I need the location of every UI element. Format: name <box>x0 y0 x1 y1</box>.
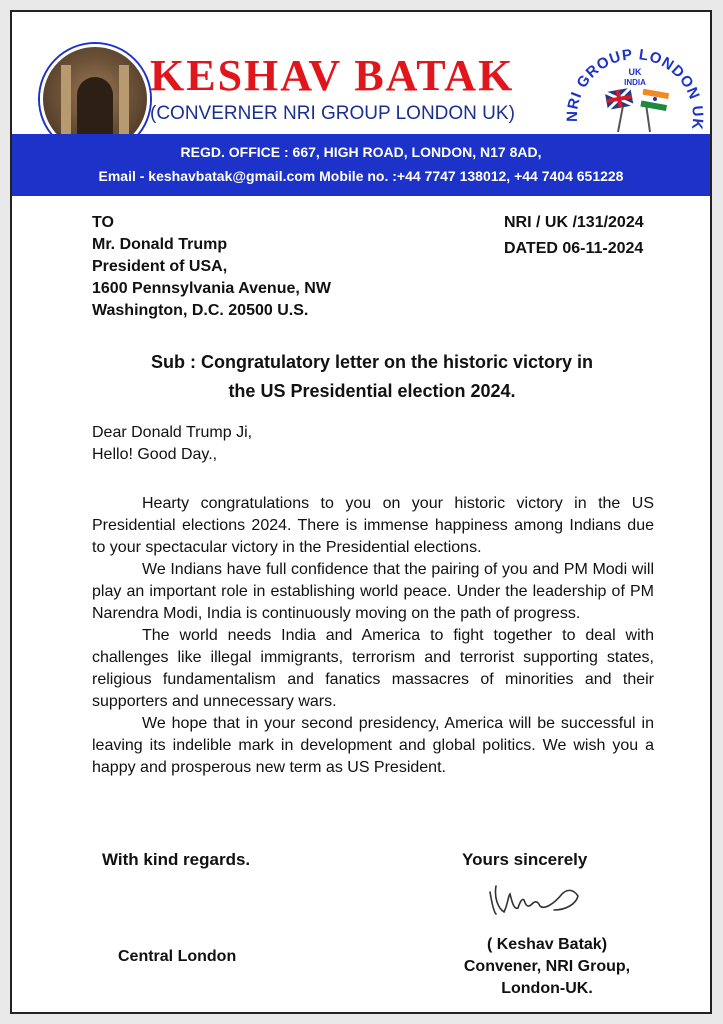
hello-line: Hello! Good Day., <box>92 446 218 463</box>
pillar-left <box>61 65 71 145</box>
logo-ring-text: NRI GROUP LONDON UK <box>563 46 707 132</box>
reference-number: NRI / UK /131/2024 <box>504 214 644 231</box>
letter-body <box>92 493 654 779</box>
signer-role: Convener, NRI Group, <box>463 958 631 975</box>
svg-text:NRI GROUP LONDON UK <box>564 46 706 131</box>
to-label: TO <box>92 214 114 231</box>
doorway-arch <box>77 77 113 135</box>
pillar-right <box>119 65 129 145</box>
signer-place: London-UK. <box>501 980 593 997</box>
logo-uk-label: UK <box>628 67 642 77</box>
greeting-block <box>92 422 652 466</box>
signer-block <box>432 934 662 1000</box>
body-paragraph-2: We Indians have full confidence that the pairing of you and PM Modi will play an important role in establishing world peace. Under the leadership of PM Narendra Modi, India is continuously moving on the path of progress. <box>92 561 654 622</box>
logo-india-label: INDIA <box>624 78 646 87</box>
letter-page <box>10 10 712 1014</box>
address-band <box>12 134 710 196</box>
letterhead-name: KESHAV BATAK <box>150 51 515 100</box>
reference-block <box>504 212 704 260</box>
office-address: REGD. OFFICE : 667, HIGH ROAD, LONDON, N17 8AD, <box>180 144 542 160</box>
recipient-name: Mr. Donald Trump <box>92 236 228 253</box>
uk-flag-icon <box>605 88 634 132</box>
salutation: Dear Donald Trump Ji, <box>92 424 253 441</box>
india-flag-icon <box>640 89 669 132</box>
recipient-block <box>92 212 392 322</box>
handwritten-signature-icon <box>482 874 592 924</box>
recipient-city: Washington, D.C. 20500 U.S. <box>92 302 309 319</box>
subject-line-1: Sub : Congratulatory letter on the historic victory in <box>150 352 594 372</box>
reference-date: DATED 06-11-2024 <box>504 240 644 257</box>
regards-text: With kind regards. <box>102 850 251 869</box>
subject-line-2: the US Presidential election 2024. <box>228 381 516 401</box>
recipient-street: 1600 Pennsylvania Avenue, NW <box>92 280 331 297</box>
letterhead-title: (CONVERNER NRI GROUP LONDON UK) <box>150 103 515 124</box>
signer-name: ( Keshav Batak) <box>486 936 608 953</box>
place-text: Central London <box>118 948 237 965</box>
contact-line: Email - keshavbatak@gmail.com Mobile no. :+44 7747 138012, +44 7404 651228 <box>98 168 624 184</box>
subject-heading <box>72 348 672 406</box>
body-paragraph-3: The world needs India and America to fight together to deal with challenges like illegal immigrants, terrorism and terrorist supporting states, religious fundamentalism and fanatics massacres of minorities and their supporters and unnecessary wars. <box>92 627 654 710</box>
body-paragraph-4: We hope that in your second presidency, America will be successful in leaving its indelible mark in development and global politics. We wish you a happy and prosperous new term as US President. <box>92 715 654 776</box>
body-paragraph-1: Hearty congratulations to you on your historic victory in the US Presidential elections 2024. There is immense happiness among Indians due to your spectacular victory in the Presidential elections. <box>92 495 654 556</box>
recipient-position: President of USA, <box>92 258 228 275</box>
yours-sincerely: Yours sincerely <box>462 850 588 869</box>
